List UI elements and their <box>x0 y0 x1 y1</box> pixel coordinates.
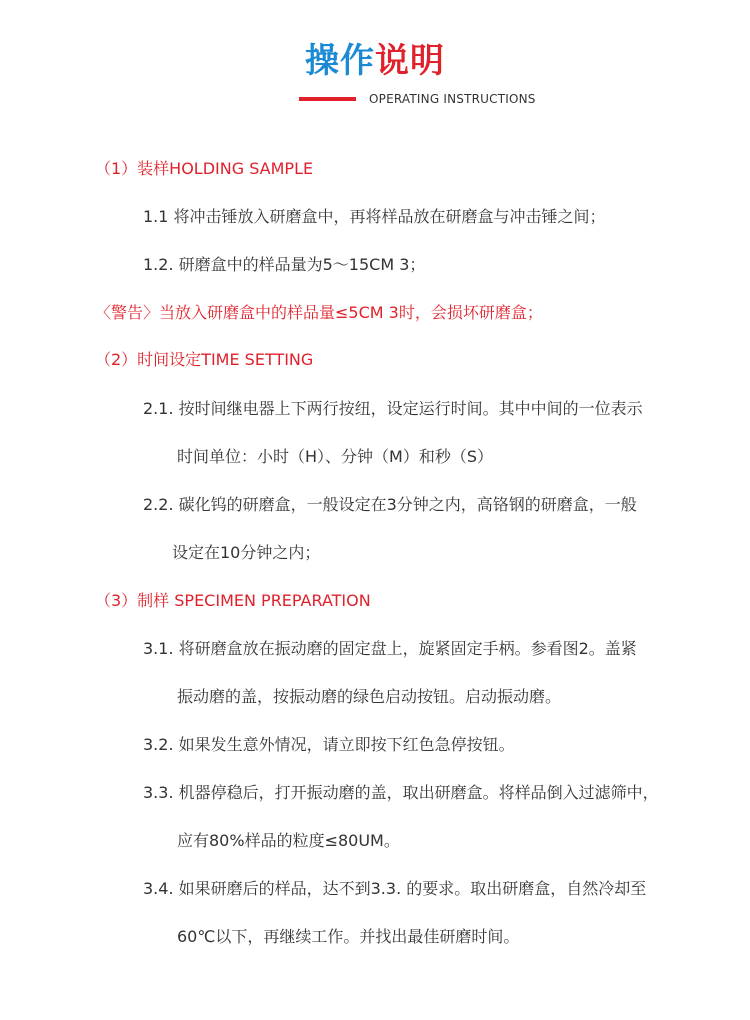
instruction-2-1: 2.1. 按时间继电器上下两行按纽，设定运行时间。其中中间的一位表示 <box>143 399 643 418</box>
page-subtitle: OPERATING INSTRUCTIONS <box>369 92 536 106</box>
instruction-3-3-cont: 应有80%样品的粒度≤80UM。 <box>177 831 400 850</box>
section-heading-time-setting: （2）时间设定TIME SETTING <box>95 350 314 369</box>
title-divider <box>299 97 356 101</box>
instruction-2-2-cont: 设定在10分钟之内； <box>172 543 321 562</box>
warning-text: 〈警告〉当放入研磨盒中的样品量≤5CM 3时，会损坏研磨盒； <box>95 303 543 322</box>
page-title <box>0 36 750 86</box>
section-heading-holding-sample: （1）装样HOLDING SAMPLE <box>95 159 314 178</box>
title-part-blue: 操作 <box>305 41 375 81</box>
instruction-2-1-cont: 时间单位：小时（H）、分钟（M）和秒（S） <box>177 447 493 466</box>
section-heading-specimen-preparation: （3）制样 SPECIMEN PREPARATION <box>95 591 371 610</box>
instruction-1-2: 1.2. 研磨盒中的样品量为5～15CM 3； <box>143 255 426 274</box>
instruction-3-1: 3.1. 将研磨盒放在振动磨的固定盘上，旋紧固定手柄。参看图2。盖紧 <box>143 639 637 658</box>
title-part-red: 说明 <box>375 41 445 81</box>
instruction-1-1: 1.1 将冲击锤放入研磨盒中，再将样品放在研磨盒与冲击锤之间； <box>143 207 606 226</box>
instruction-3-4: 3.4. 如果研磨后的样品，达不到3.3. 的要求。取出研磨盒，自然冷却至 <box>143 879 647 898</box>
instruction-2-2: 2.2. 碳化钨的研磨盒，一般设定在3分钟之内，高铬钢的研磨盒，一般 <box>143 495 637 514</box>
instruction-3-3: 3.3. 机器停稳后，打开振动磨的盖，取出研磨盒。将样品倒入过滤筛中， <box>143 783 659 802</box>
instruction-3-2: 3.2. 如果发生意外情况，请立即按下红色急停按钮。 <box>143 735 515 754</box>
instruction-3-1-cont: 振动磨的盖，按振动磨的绿色启动按钮。启动振动磨。 <box>177 687 562 706</box>
instruction-3-4-cont: 60℃以下，再继续工作。并找出最佳研磨时间。 <box>177 927 520 946</box>
